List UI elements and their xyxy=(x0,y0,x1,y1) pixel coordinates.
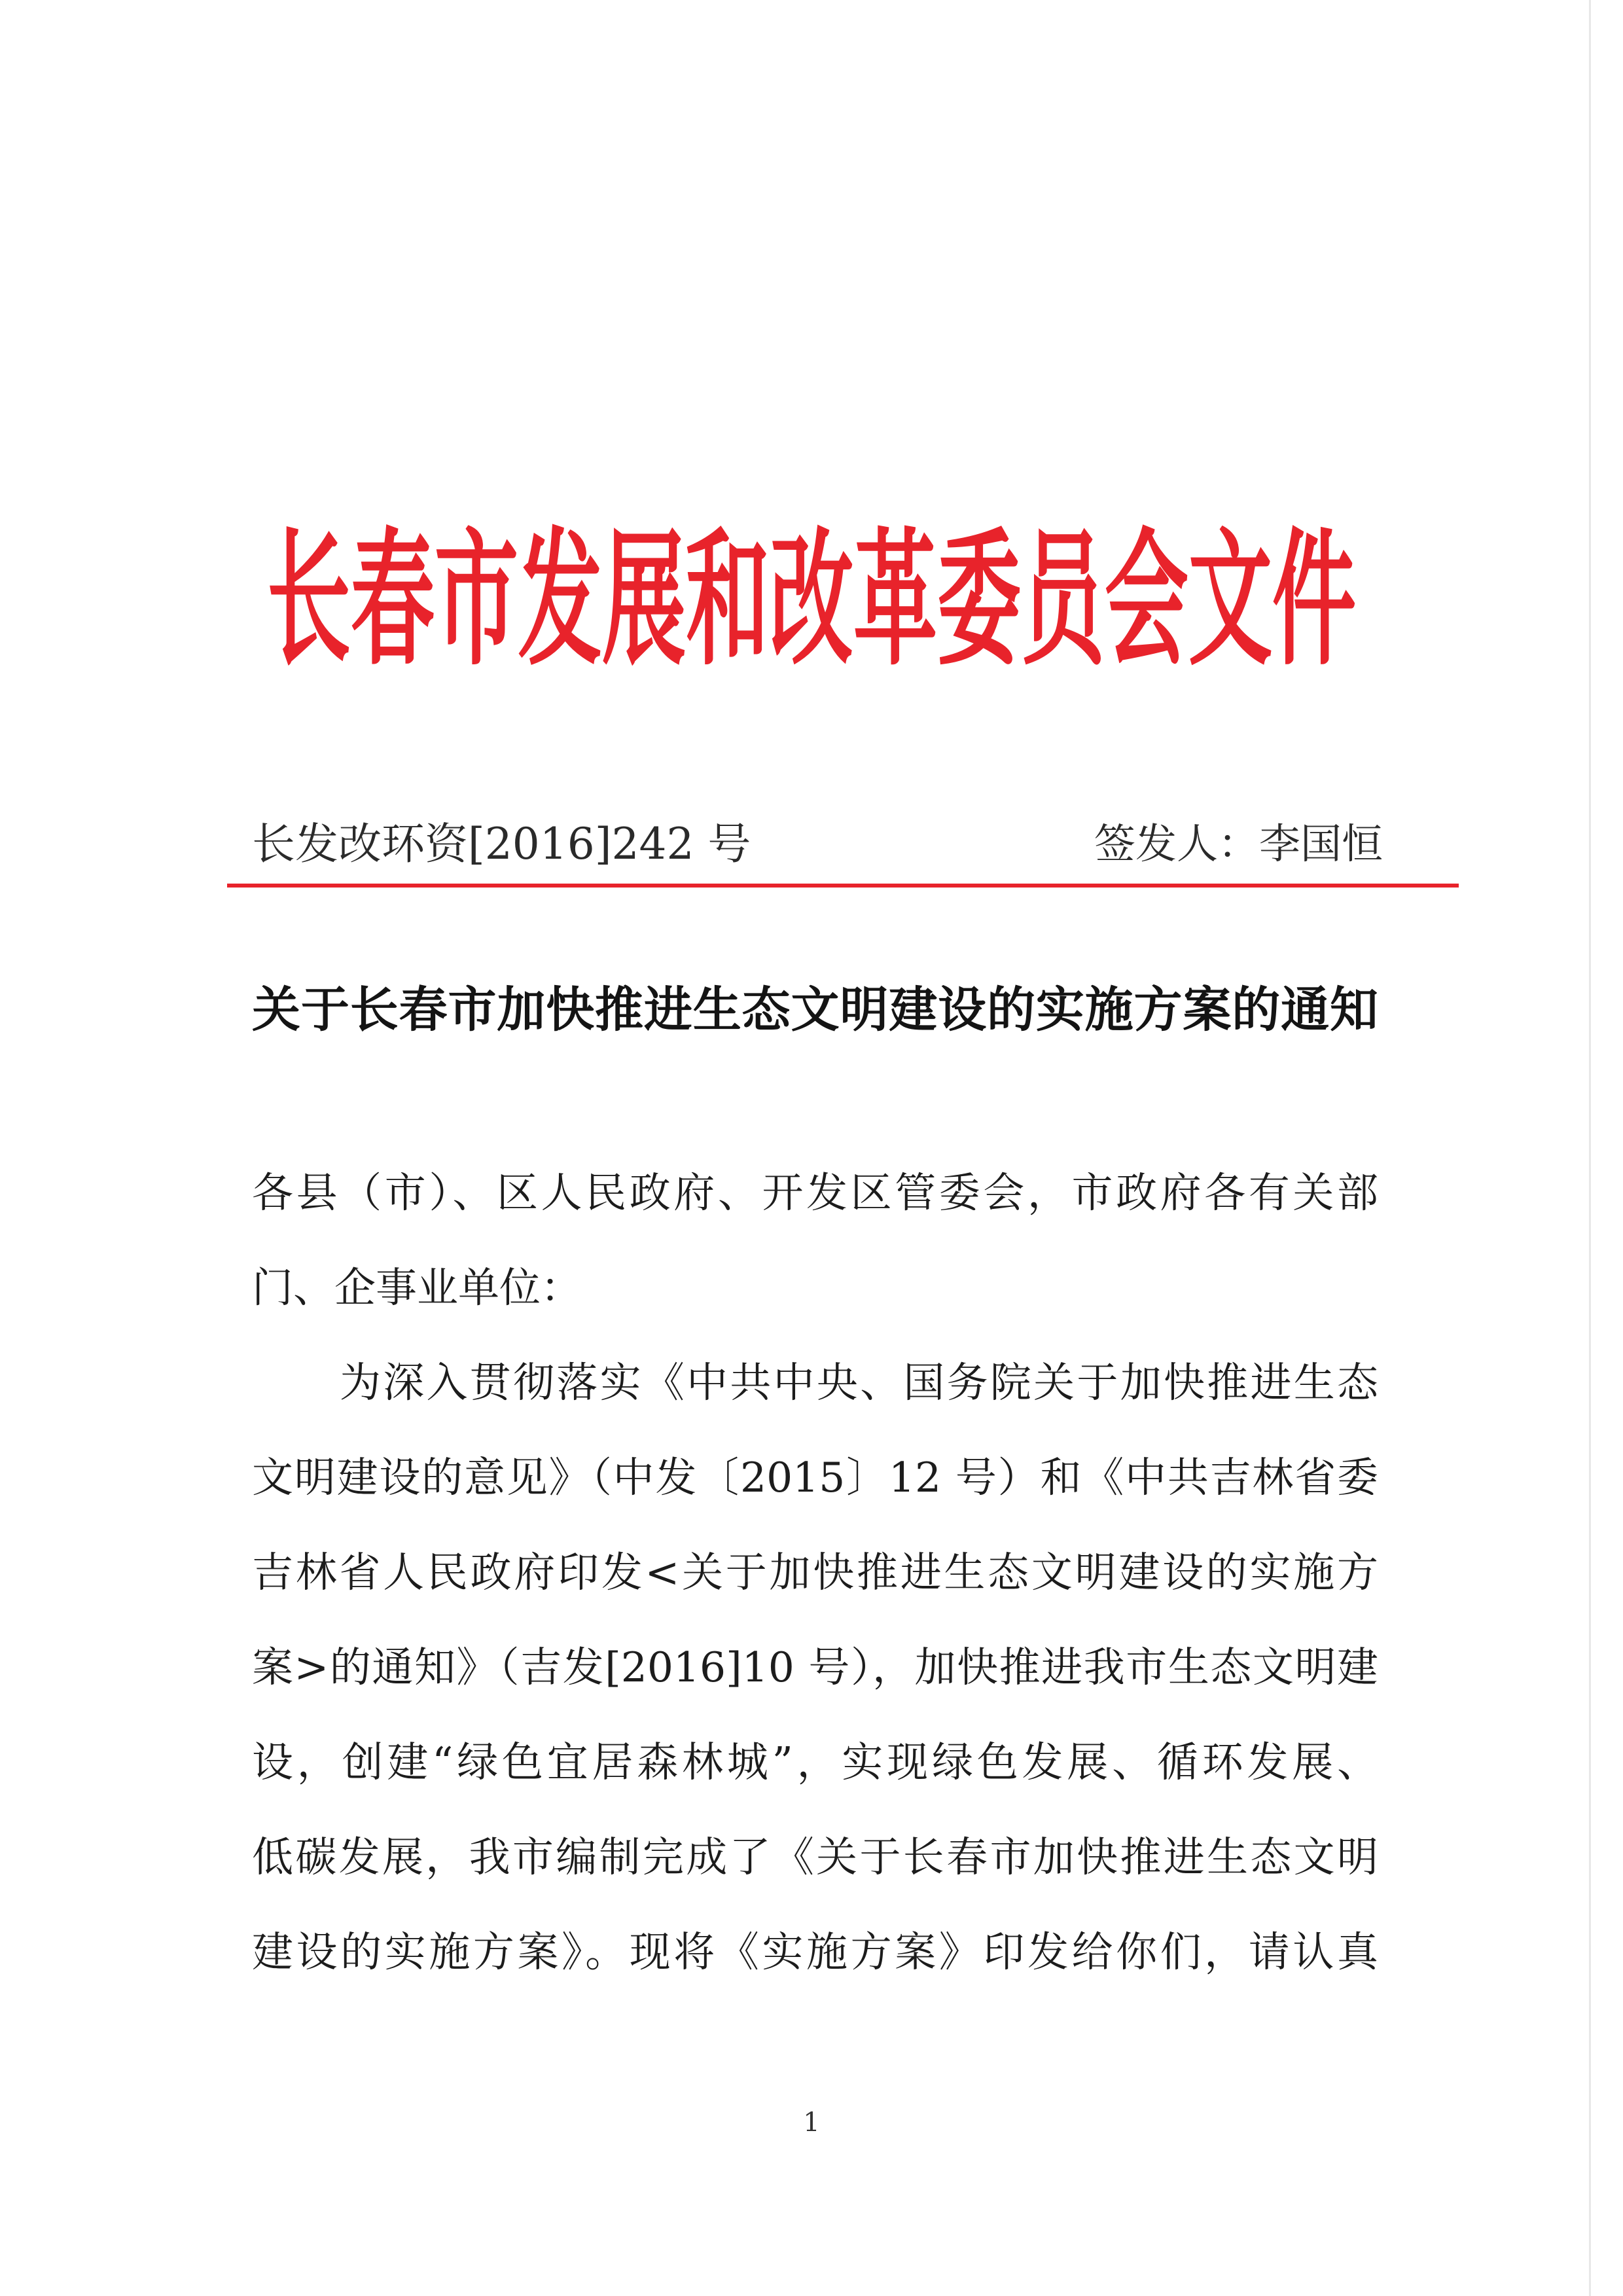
body-line: 文明建设的意见》（中发〔2015〕12 号）和《中共吉林省委 xyxy=(252,1454,1378,1501)
body-line: 吉林省人民政府印发<关于加快推进生态文明建设的实施方 xyxy=(252,1549,1378,1596)
addressee-line-1: 各县（市）、区人民政府、开发区管委会，市政府各有关部 xyxy=(252,1169,1378,1217)
body-line: 低碳发展，我市编制完成了《关于长春市加快推进生态文明 xyxy=(252,1833,1378,1881)
document-title: 关于长春市加快推进生态文明建设的实施方案的通知 xyxy=(252,982,1378,1038)
addressee-line-2: 门、企事业单位： xyxy=(252,1264,582,1312)
masthead-title: 长春市发展和改革委员会文件 xyxy=(266,514,1356,687)
red-divider-rule xyxy=(227,884,1459,888)
page-number: 1 xyxy=(803,2108,820,2138)
body-line: 设，创建“绿色宜居森林城”，实现绿色发展、循环发展、 xyxy=(252,1738,1378,1786)
body-line: 建设的实施方案》。现将《实施方案》印发给你们，请认真 xyxy=(252,1928,1378,1976)
signer xyxy=(1094,818,1383,870)
document-number: 长发改环资[2016]242 号 xyxy=(252,819,751,869)
scan-edge-line xyxy=(1589,0,1591,2296)
signer-label: 签发人： xyxy=(1094,820,1259,868)
body-line: 案>的通知》（吉发[2016]10 号），加快推进我市生态文明建 xyxy=(252,1643,1378,1691)
signer-name: 李国恒 xyxy=(1259,820,1383,868)
document-body xyxy=(252,1145,1378,2000)
body-line: 为深入贯彻落实《中共中央、国务院关于加快推进生态 xyxy=(340,1359,1378,1407)
